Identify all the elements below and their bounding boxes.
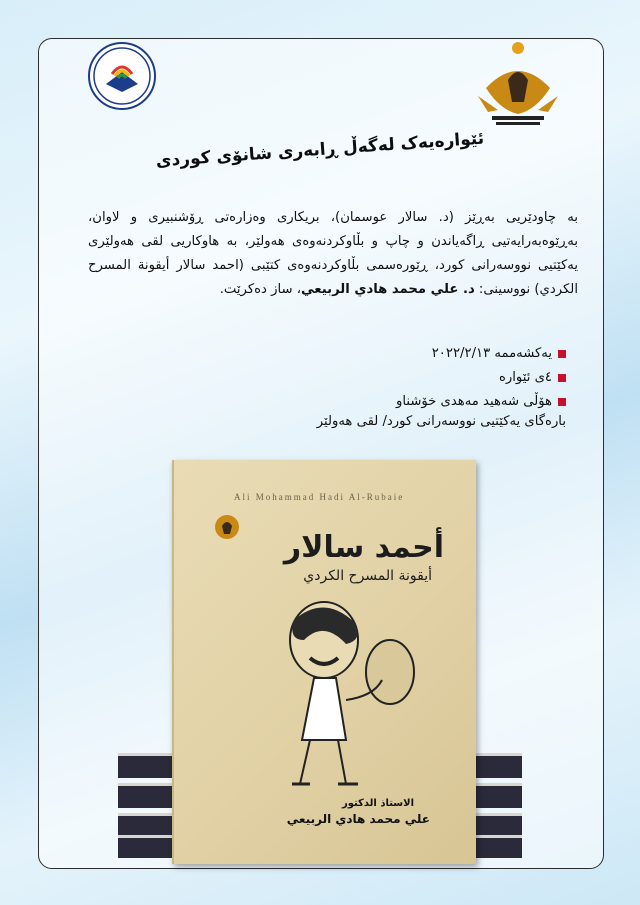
announcement-body bbox=[88, 206, 578, 302]
book-cover bbox=[172, 460, 476, 864]
bullet-icon bbox=[558, 398, 566, 406]
krg-emblem-icon bbox=[468, 40, 568, 132]
book-author-en: Ali Mohammad Hadi Al-Rubaie bbox=[234, 492, 405, 502]
bullet-icon bbox=[558, 350, 566, 358]
bullet-icon bbox=[558, 374, 566, 382]
detail-date: یەکشەممە ٢٠٢٢/٢/١٣ bbox=[396, 342, 566, 366]
krg-emblem-icon bbox=[212, 512, 242, 542]
body-tail: ، ساز دەکرێت. bbox=[219, 282, 301, 297]
book-author-label: الاستاذ الدكتور bbox=[341, 798, 414, 809]
book-subtitle: أيقونة المسرح الكردي bbox=[303, 568, 432, 584]
page-title: ئێوارەیەک لەگەڵ ڕابەری شانۆی کوردی bbox=[155, 128, 485, 172]
author-name: د. علي محمد هادي الربيعي bbox=[300, 282, 475, 297]
detail-hall: هۆڵی شەهید مەهدی خۆشناو bbox=[396, 390, 566, 414]
caricature-illustration bbox=[214, 600, 444, 790]
detail-time: ٤ی ئێوارە bbox=[396, 366, 566, 390]
event-venue: بارەگای یەکێتیی نووسەرانی کورد/ لقی هەولێر bbox=[316, 414, 566, 429]
book-author-ar: علي محمد هادي الربيعي bbox=[286, 812, 430, 826]
book-title: أحمد سالار bbox=[283, 530, 444, 565]
event-details bbox=[396, 342, 566, 414]
body-text: بە چاودێریی بەڕێز (د. سالار عوسمان)، بریکاری وەزارەتی ڕۆشنبیری و لاوان، بەڕێوەبەرایەتیی ڕاگەیاندن و چاپ و بڵاوکردنەوەی هەولێر، بە هاوکاریی لقی هەولێری یەکێتیی نووسەرانی کورد، ڕێورەسمی بڵاوکردنەوەی کتێبی (احمد سالار أیقونة المسرح الكردي) نووسینی: bbox=[88, 210, 578, 297]
writers-union-logo-icon bbox=[88, 42, 156, 110]
